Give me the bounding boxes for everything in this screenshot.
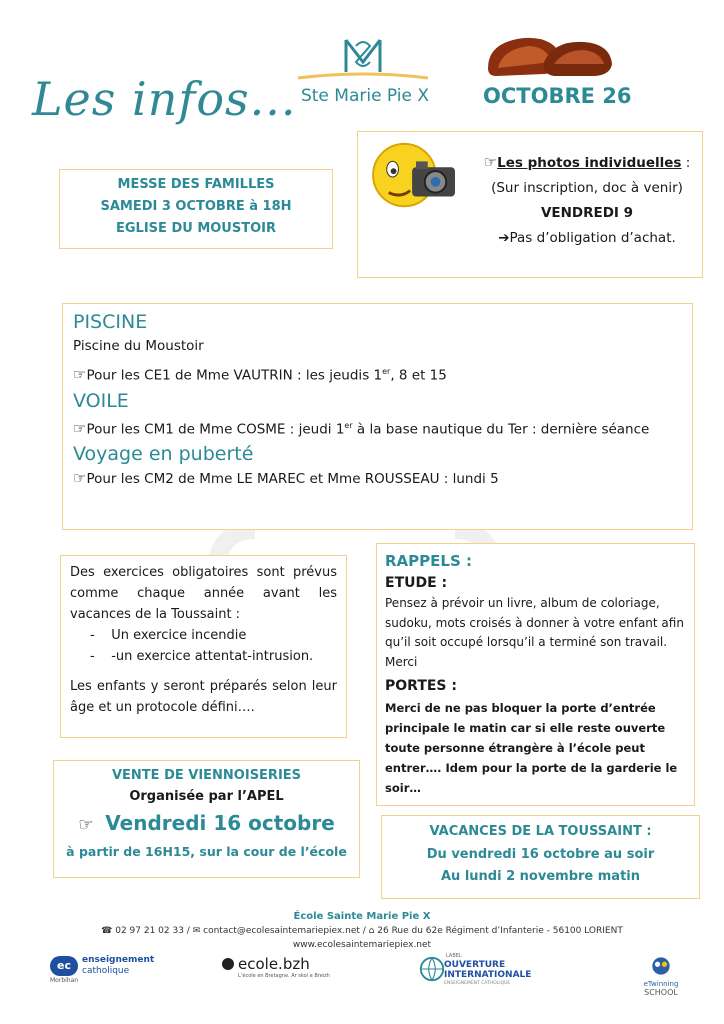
footer-phone: 02 97 21 02 33 /	[115, 926, 190, 936]
piscine-title: PISCINE	[73, 311, 148, 333]
exercices-intro: Des exercices obligatoires sont prévus comme chaque année avant les vacances de la Toussaint :	[70, 565, 337, 622]
piscine-line-end: , 8 et 15	[390, 367, 447, 384]
voile-line-end: à la base nautique du Ter : dernière séance	[352, 421, 650, 437]
etude-text: Pensez à prévoir un livre, album de coloriage, sudoku, mots croisés à donner à votre enfant afin qu’il soit occupé lorsqu’il a terminé son travail. Merci	[385, 596, 684, 669]
vente-line-2: Organisée par l’APEL	[129, 789, 284, 804]
speech-bubble-icon	[222, 958, 234, 970]
footer-website[interactable]: www.ecolesaintemariepiex.net	[292, 940, 432, 950]
exercices-box	[60, 555, 347, 738]
messe-line-2: SAMEDI 3 OCTOBRE à 18H	[100, 199, 292, 214]
logo3-line-a: OUVERTURE	[444, 960, 506, 970]
school-name: Ste Marie Pie X	[300, 86, 430, 106]
etwinning-logo	[636, 955, 686, 997]
vente-line-3: Vendredi 16 octobre	[105, 811, 335, 835]
portes-title: PORTES :	[385, 678, 457, 694]
logo4-line-a: eTwinning	[643, 980, 679, 988]
shoes-icon	[484, 28, 614, 84]
logo1-line-c: Morbihan	[50, 977, 79, 984]
logo2-line-b: L’école en Bretagne. Ar skol e Breizh	[238, 973, 330, 979]
pointing-hand-icon: ☞	[73, 365, 87, 384]
rappels-title: RAPPELS :	[385, 552, 472, 570]
messe-line-3: EGLISE DU MOUSTOIR	[116, 221, 276, 236]
phone-icon: ☎	[101, 926, 113, 936]
footer-email[interactable]: contact@ecolesaintemariepiex.net /	[203, 926, 366, 936]
exercices-item-2-text: -un exercice attentat-intrusion.	[111, 649, 314, 664]
photos-line-4: Pas d’obligation d’achat.	[509, 230, 676, 246]
pointing-hand-icon: ☞	[73, 469, 87, 487]
pointing-hand-icon: ☞	[73, 419, 87, 437]
month-label: OCTOBRE 26	[483, 84, 632, 108]
footer-address: 26 Rue du 62e Régiment d’Infanterie - 56100 LORIENT	[377, 926, 623, 936]
vacances-line-3: Au lundi 2 novembre matin	[441, 869, 640, 884]
photos-title: Les photos individuelles	[497, 155, 682, 171]
etwinning-icon	[648, 955, 674, 977]
messe-line-1: MESSE DES FAMILLES	[117, 177, 275, 192]
piscine-place: Piscine du Moustoir	[73, 338, 204, 354]
photos-line-3: VENDREDI 9	[540, 205, 634, 221]
logo2-line-a: ecole.bzh	[238, 955, 310, 973]
email-icon: ✉	[192, 926, 201, 936]
exercices-outro: Les enfants y seront préparés selon leur âge et un protocole défini….	[70, 679, 337, 715]
pointing-hand-icon: ☞	[78, 815, 106, 835]
exercices-item-1-text: Un exercice incendie	[111, 628, 247, 643]
exercices-item-2: - -un exercice attentat-intrusion.	[90, 649, 314, 664]
voyage-line: Pour les CM2 de Mme LE MAREC et Mme ROUSSEAU : lundi 5	[86, 471, 499, 487]
logo3-line-c: ENSEIGNEMENT CATHOLIQUE	[444, 981, 511, 986]
portes-text: Merci de ne pas bloquer la porte d’entrée principale le matin car si elle reste ouverte toute personne étrangère à l’école peut entrer…. Idem pour la porte de la garderie le soir…	[385, 701, 678, 795]
photos-box	[357, 131, 703, 278]
enseignement-catholique-logo	[50, 955, 160, 984]
photos-title-colon: :	[681, 155, 691, 171]
exercices-item-1: - Un exercice incendie	[90, 628, 247, 643]
logo3-label: LABEL	[446, 953, 462, 959]
voyage-title: Voyage en puberté	[73, 443, 254, 465]
logo1-line-a: enseignement	[82, 955, 155, 965]
ec-logo-icon: ec	[50, 956, 78, 976]
footer	[0, 910, 724, 952]
footer-school-name: École Sainte Marie Pie X	[293, 911, 431, 922]
vacances-line-2: Du vendredi 16 octobre au soir	[426, 847, 655, 862]
logo1-line-b: catholique	[82, 966, 130, 976]
globe-icon	[418, 955, 446, 983]
voile-line: Pour les CM1 de Mme COSME : jeudi 1	[86, 421, 345, 437]
voile-title: VOILE	[73, 389, 129, 412]
piscine-line: Pour les CE1 de Mme VAUTRIN : les jeudis 1	[86, 367, 383, 384]
page-title: Les infos...	[32, 72, 297, 126]
messe-box	[59, 169, 333, 249]
smiley-camera-icon	[366, 138, 466, 216]
pointing-hand-icon: ☞	[483, 153, 498, 171]
vacances-line-1: VACANCES DE LA TOUSSAINT :	[429, 824, 652, 839]
address-icon: ⌂	[368, 926, 375, 936]
vacances-box	[381, 815, 700, 899]
etude-title: ETUDE :	[385, 575, 448, 591]
logo4-line-b: SCHOOL	[644, 988, 678, 997]
arrow-right-icon: ➔	[498, 230, 510, 246]
piscine-sup: er	[382, 367, 391, 376]
logo3-line-b: INTERNATIONALE	[444, 970, 532, 980]
photos-line-2: (Sur inscription, doc à venir)	[491, 180, 683, 196]
rappels-box	[376, 543, 695, 806]
vente-line-1: VENTE DE VIENNOISERIES	[111, 768, 302, 783]
vente-line-4: à partir de 16H15, sur la cour de l’école	[66, 844, 347, 859]
activities-box	[62, 303, 693, 530]
voile-sup: er	[344, 420, 353, 430]
ecole-bzh-logo	[222, 955, 332, 979]
vente-box	[53, 760, 360, 878]
